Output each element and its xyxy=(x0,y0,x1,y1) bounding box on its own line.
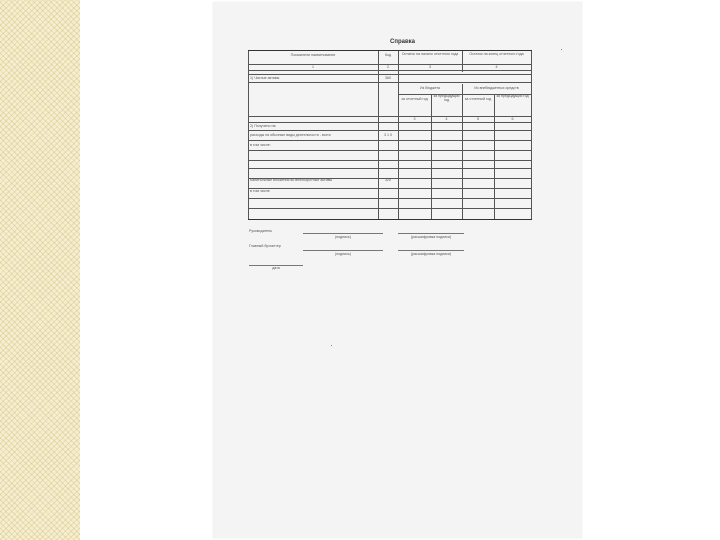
subheader-prior-year-2: за предыдущий год xyxy=(496,94,529,98)
table-border-bottom xyxy=(248,219,532,220)
row-including-2: в том числе xyxy=(250,189,270,193)
head-name-line xyxy=(398,233,464,234)
header-balance-start: Остаток на начало отчетного года xyxy=(401,52,459,56)
table-col-divider xyxy=(398,50,399,220)
row-received-label: 2) Получено на: xyxy=(250,124,277,128)
head-name-caption: (расшифровка подписи) xyxy=(410,235,452,239)
table-row-line xyxy=(248,70,532,71)
table-row-line xyxy=(248,150,532,151)
head-label: Руководитель xyxy=(249,229,273,233)
subcolumn-number: 5 xyxy=(477,117,479,121)
header-used: Из внебюджетных средств xyxy=(474,86,519,90)
column-number: 4 xyxy=(495,65,498,69)
header-indicator: Показатели наименование xyxy=(290,53,336,57)
head-sign-caption: (подпись) xyxy=(335,235,351,239)
accountant-name-caption: (расшифровка подписи) xyxy=(410,252,452,256)
scan-speck xyxy=(561,49,562,50)
accountant-label: Главный бухгалтер xyxy=(249,244,281,248)
row-research: расходы на обычные виды деятельности - всего xyxy=(250,133,331,137)
subcolumn-number: 3 xyxy=(413,117,416,121)
table-row-line xyxy=(248,208,532,209)
subheader-reporting-year-2: за отчетный год xyxy=(464,97,492,101)
head-sign-line xyxy=(303,233,383,234)
date-caption: дата xyxy=(272,266,280,270)
table-col-divider xyxy=(431,94,432,220)
table-border-left xyxy=(248,50,249,220)
column-number: 1 xyxy=(312,65,314,69)
row-including-1: в том числе: xyxy=(250,143,271,147)
header-received: Из бюджета xyxy=(420,86,440,90)
subheader-reporting-year: за отчетный год xyxy=(401,97,428,101)
header-code: Код xyxy=(384,53,392,57)
row-research-code: 3 1 0 xyxy=(384,133,392,137)
table-row-line xyxy=(248,140,532,141)
scan-speck xyxy=(331,345,332,346)
table-row-line xyxy=(248,188,532,189)
subcolumn-number: 4 xyxy=(445,117,448,121)
table-row-line xyxy=(248,74,532,75)
table-row-line xyxy=(248,122,532,123)
table-row-line xyxy=(248,198,532,199)
document-title: Справка xyxy=(390,39,415,45)
accountant-sign-caption: (подпись) xyxy=(335,252,351,256)
table-row-line xyxy=(248,168,532,169)
table-row-line xyxy=(248,82,532,83)
table-col-divider xyxy=(494,94,495,220)
row-capital-investments-code: 320 xyxy=(385,178,391,182)
row-capital-investments: Капитальные вложения во внеоборотные активы xyxy=(250,178,333,182)
subcolumn-number: 6 xyxy=(511,117,514,121)
document-page xyxy=(213,2,582,538)
header-balance-end: Остаток на конец отчетного года xyxy=(469,52,524,56)
row-net-assets-code: 360 xyxy=(385,76,391,80)
column-number: 2 xyxy=(387,65,389,69)
table-row-line xyxy=(248,160,532,161)
accountant-sign-line xyxy=(303,250,383,251)
column-number: 3 xyxy=(429,65,431,69)
decorative-side-strip xyxy=(0,0,80,540)
row-net-assets: 1) Чистые активы xyxy=(250,76,280,80)
table-border-right xyxy=(531,50,532,220)
accountant-name-line xyxy=(398,250,464,251)
table-border-top xyxy=(248,50,532,51)
subheader-prior-year: за предыдущий год xyxy=(433,94,460,103)
table-col-divider xyxy=(462,84,463,220)
table-row-line xyxy=(248,130,532,131)
